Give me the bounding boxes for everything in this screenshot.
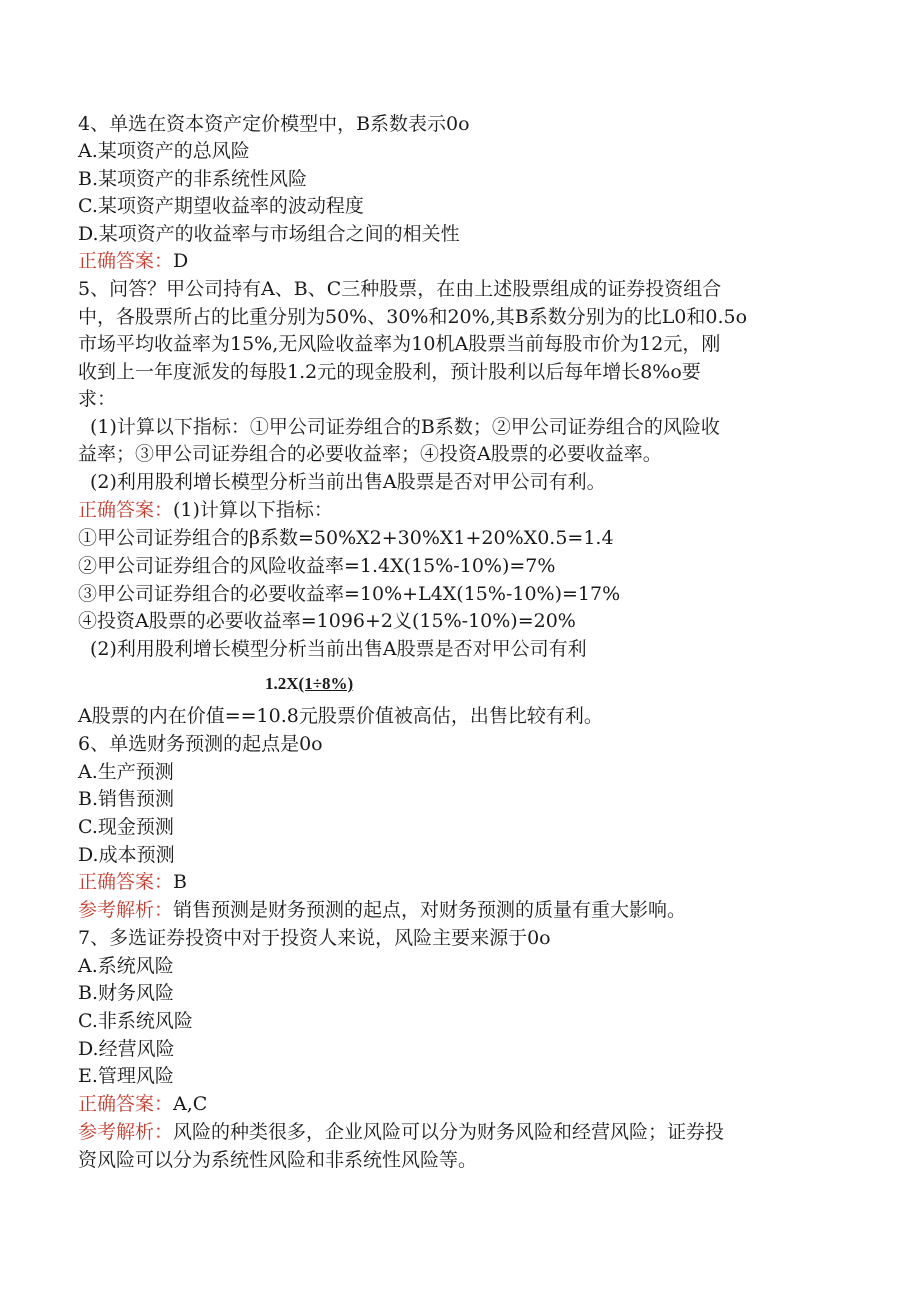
answer-label: 正确答案： xyxy=(78,871,174,893)
q5-answer-line: ③甲公司证券组合的必要收益率=10%+L4X(15%-10%)=17% xyxy=(78,583,621,605)
answer-value: B xyxy=(173,871,187,893)
q4-option-c: C.某项资产期望收益率的波动程度 xyxy=(78,195,364,217)
q6-answer xyxy=(78,869,848,896)
q6-option-a: A.生产预测 xyxy=(78,761,174,783)
answer-value: A,C xyxy=(173,1093,208,1115)
q6-option-d: D.成本预测 xyxy=(78,844,175,866)
q5-requirement-line: (2)利用股利增长模型分析当前出售A股票是否对甲公司有利。 xyxy=(90,471,606,493)
q6-stem: 6、单选财务预测的起点是0o xyxy=(78,733,323,755)
answer-value: D xyxy=(173,250,189,272)
q7-option-c: C.非系统风险 xyxy=(78,1010,193,1032)
q5-requirement-line: (1)计算以下指标：①甲公司证券组合的B系数；②甲公司证券组合的风险收 xyxy=(90,416,720,438)
q5-answer-line: ②甲公司证券组合的风险收益率=1.4X(15%-10%)=7% xyxy=(78,555,556,577)
q7-stem: 7、多选证券投资中对于投资人来说，风险主要来源于0o xyxy=(78,927,551,949)
answer-label: 正确答案： xyxy=(78,1093,174,1115)
analysis-label: 参考解析： xyxy=(78,1121,174,1143)
answer-label: 正确答案： xyxy=(78,499,174,521)
q5-answer-line: (2)利用股利增长模型分析当前出售A股票是否对甲公司有利 xyxy=(90,638,587,660)
q5-stem-line: 收到上一年度派发的每股1.2元的现金股利，预计股利以后每年增长8%o要 xyxy=(78,361,701,383)
q5-answer-line: ④投资A股票的必要收益率=1096+2义(15%-10%)=20% xyxy=(78,610,576,632)
q4-stem: 4、单选在资本资产定价模型中，B系数表示0o xyxy=(78,113,470,135)
q7-option-e: E.管理风险 xyxy=(78,1065,174,1087)
q6-option-b: B.销售预测 xyxy=(78,788,175,810)
q7-option-d: D.经营风险 xyxy=(78,1038,175,1060)
q5-answer xyxy=(78,497,848,524)
q6-option-c: C.现金预测 xyxy=(78,816,174,838)
q5-answer-line: ①甲公司证券组合的β系数=50%X2+30%X1+20%X0.5=1.4 xyxy=(78,527,614,549)
q5-requirement-line: 益率；③甲公司证券组合的必要收益率；④投资A股票的必要收益率。 xyxy=(78,443,662,465)
q4-answer xyxy=(78,248,848,275)
q6-analysis xyxy=(78,897,848,924)
q5-stem-line: 5、问答？甲公司持有A、B、C三种股票，在由上述股票组成的证券投资组合 xyxy=(78,278,722,300)
q7-answer xyxy=(78,1091,848,1118)
q7-option-a: A.系统风险 xyxy=(78,955,174,977)
q7-analysis xyxy=(78,1119,848,1146)
answer-label: 正确答案： xyxy=(78,250,174,272)
q5-stem-line: 中，各股票所占的比重分别为50%、30%和20%,其B系数分别为的比L0和0.5o xyxy=(78,306,748,328)
analysis-text: 风险的种类很多，企业风险可以分为财务风险和经营风险；证券投 xyxy=(173,1121,725,1143)
dividend-formula xyxy=(265,674,353,694)
analysis-text: 销售预测是财务预测的起点，对财务预测的质量有重大影响。 xyxy=(173,899,687,921)
q4-option-d: D.某项资产的收益率与市场组合之间的相关性 xyxy=(78,223,460,245)
formula-underlined: (1÷8%) xyxy=(298,674,354,693)
q4-option-a: A.某项资产的总风险 xyxy=(78,140,250,162)
q5-stem-line: 求： xyxy=(78,388,117,410)
analysis-label: 参考解析： xyxy=(78,899,174,921)
answer-first-line: (1)计算以下指标： xyxy=(173,499,333,521)
formula-prefix: 1.2X xyxy=(265,674,299,693)
q5-conclusion: A股票的内在价值==10.8元股票价值被高估，出售比较有利。 xyxy=(78,705,603,727)
q7-analysis-continued: 资风险可以分为系统性风险和非系统性风险等。 xyxy=(78,1149,478,1171)
q4-option-b: B.某项资产的非系统性风险 xyxy=(78,168,308,190)
q7-option-b: B.财务风险 xyxy=(78,982,175,1004)
q5-stem-line: 市场平均收益率为15%,无风险收益率为10机A股票当前每股市价为12元，刚 xyxy=(78,333,721,355)
